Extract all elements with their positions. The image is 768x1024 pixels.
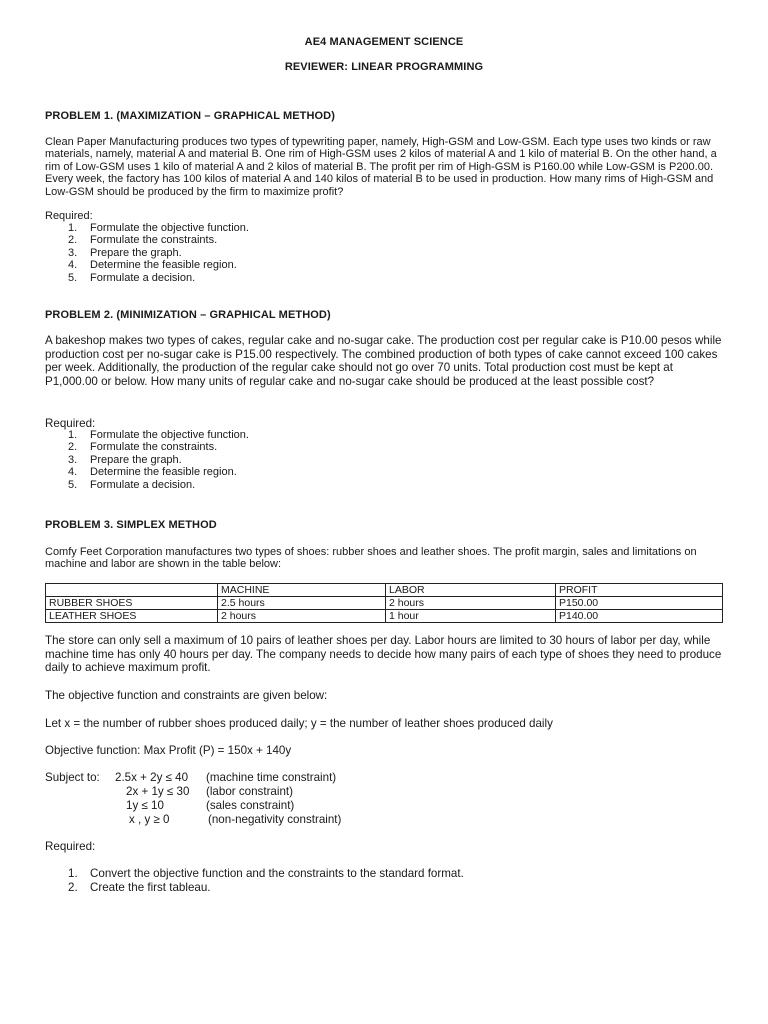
constraint-expr: 1y ≤ 10 (126, 799, 164, 812)
list-item (45, 247, 249, 259)
table-cell: LEATHER SHOES (46, 610, 218, 623)
list-item (45, 479, 249, 491)
problem3-heading: PROBLEM 3. SIMPLEX METHOD (45, 519, 217, 531)
table-cell: 2 hours (218, 610, 386, 623)
problem1-required-label: Required: (45, 210, 93, 222)
list-item-text: Determine the feasible region. (90, 259, 237, 272)
problem3-intro: Comfy Feet Corporation manufactures two types of shoes: rubber shoes and leather shoes. The profit margin, sales and limitations on machine and labor are shown in the table below: (45, 546, 697, 571)
list-item (45, 259, 249, 271)
list-item-number: 3. (68, 246, 78, 259)
list-item-number: 2. (68, 234, 78, 247)
list-item-text: Formulate the constraints. (90, 441, 218, 454)
list-item-number: 2. (68, 881, 78, 894)
list-item-text: Formulate the objective function. (90, 222, 249, 234)
constraint-note: (labor constraint) (206, 785, 293, 798)
list-item-text: Prepare the graph. (90, 246, 182, 259)
constraint-expr: 2x + 1y ≤ 30 (126, 785, 190, 798)
document-title: AE4 MANAGEMENT SCIENCE (304, 36, 464, 48)
list-item-text: Create the first tableau. (90, 881, 211, 894)
list-item-number: 5. (68, 271, 78, 284)
table-header-cell: LABOR (386, 584, 556, 597)
shoes-table (45, 583, 723, 623)
problem2-required-label: Required: (45, 417, 96, 430)
list-item (45, 429, 249, 441)
table-header-cell (46, 584, 218, 597)
constraint-expr: 2.5x + 2y ≤ 40 (115, 771, 189, 784)
table-cell: P140.00 (556, 610, 723, 623)
list-item-text: Determine the feasible region. (90, 466, 237, 479)
objective-function: Objective function: Max Profit (P) = 150x + 140y (45, 744, 292, 757)
list-item (45, 234, 249, 246)
table-cell: P150.00 (556, 597, 723, 610)
constraint-expr: x , y ≥ 0 (129, 813, 170, 826)
problem3-required-label: Required: (45, 840, 96, 853)
table-cell: 2.5 hours (218, 597, 386, 610)
constraint-note: (machine time constraint) (206, 771, 337, 784)
list-item-number: 3. (68, 453, 78, 466)
list-item-text: Formulate the objective function. (90, 429, 249, 441)
problem3-let-line: Let x = the number of rubber shoes produced daily; y = the number of leather shoes produced daily (45, 717, 553, 730)
list-item-number: 4. (68, 259, 78, 272)
list-item (45, 222, 249, 234)
problem2-body: A bakeshop makes two types of cakes, regular cake and no-sugar cake. The production cost per regular cake is P10.00 pesos while production cost per no-sugar cake is P15.00 respectively. The combined production of both types of cake cannot exceed 100 cakes per week. Additionally, the production of the regular cake should not go over 70 units. Total production cost must be kept at P1,000.00 or below. How many units of regular cake and no-sugar cake should be produced at the least possible cost? (45, 334, 722, 388)
list-item (45, 466, 249, 478)
list-item-number: 1. (68, 222, 78, 234)
constraint-note: (non-negativity constraint) (208, 813, 342, 826)
list-item (45, 272, 249, 284)
list-item-text: Formulate a decision. (90, 271, 196, 284)
table-row (46, 597, 723, 610)
problem2-heading: PROBLEM 2. (MINIMIZATION – GRAPHICAL METHOD) (45, 309, 331, 321)
list-item-number: 4. (68, 466, 78, 479)
list-item (45, 454, 249, 466)
list-item-text: Convert the objective function and the constraints to the standard format. (90, 867, 464, 880)
table-cell: RUBBER SHOES (46, 597, 218, 610)
table-row (46, 610, 723, 623)
list-item-text: Formulate a decision. (90, 478, 196, 491)
list-item-number: 5. (68, 478, 78, 491)
list-item-number: 1. (68, 429, 78, 441)
table-cell: 1 hour (386, 610, 556, 623)
constraint-note: (sales constraint) (206, 799, 295, 812)
problem1-heading: PROBLEM 1. (MAXIMIZATION – GRAPHICAL METHOD) (45, 110, 335, 122)
list-item-number: 1. (68, 867, 78, 880)
document-subtitle: REVIEWER: LINEAR PROGRAMMING (284, 61, 484, 73)
list-item-text: Prepare the graph. (90, 453, 182, 466)
problem3-given-line: The objective function and constraints are given below: (45, 689, 328, 702)
problem1-required-list (45, 222, 249, 284)
subject-to-label: Subject to: (45, 771, 100, 784)
problem1-body: Clean Paper Manufacturing produces two types of typewriting paper, namely, High-GSM and Low-GSM. Each type uses two kinds or raw materials, namely, material A and material B. One rim of High-GSM uses 2 kilos of material A and 1 kilo of material B. On the other hand, a rim of Low-GSM uses 1 kilo of material A and 2 kilos of material B. The profit per rim of High-GSM is P160.00 while Low-GSM is P200.00. Every week, the factory has 100 kilos of material A and 140 kilos of material B to be used in production. How many rims of High-GSM and Low-GSM should be produced by the firm to maximize profit? (45, 136, 717, 198)
problem2-required-list (45, 429, 249, 491)
table-cell: 2 hours (386, 597, 556, 610)
table-header-cell: PROFIT (556, 584, 723, 597)
table-header-row (46, 584, 723, 597)
problem3-body: The store can only sell a maximum of 10 pairs of leather shoes per day. Labor hours are limited to 30 hours of labor per day, while machine time has only 40 hours per day. The company needs to decide how many pairs of each type of shoes they need to produce daily to achieve maximum profit. (45, 634, 722, 675)
list-item-number: 2. (68, 441, 78, 454)
list-item-text: Formulate the constraints. (90, 234, 218, 247)
list-item (45, 441, 249, 453)
table-header-cell: MACHINE (218, 584, 386, 597)
